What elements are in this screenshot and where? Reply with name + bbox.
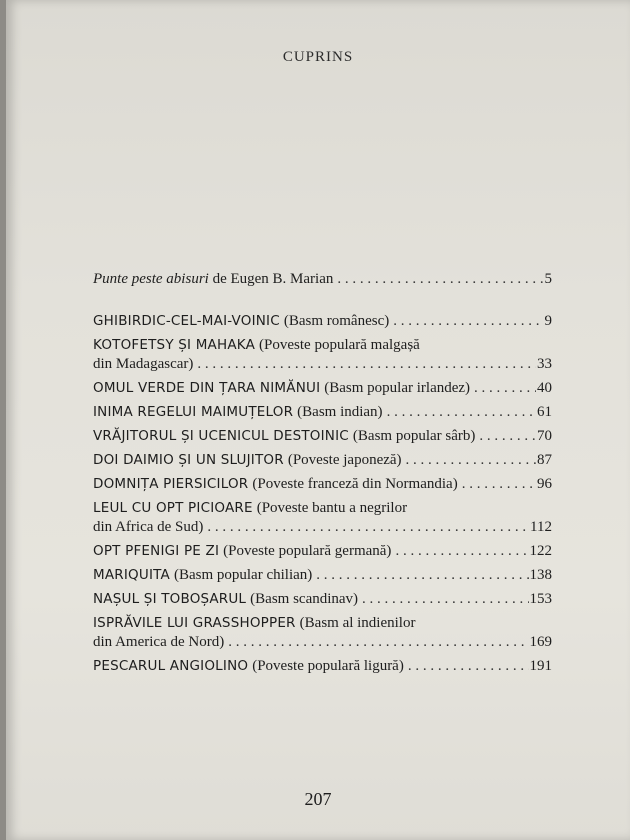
toc-entry-title: KOTOFETSY ȘI MAHAKA <box>93 337 256 353</box>
toc-entry-subtitle-cont: din America de Nord) <box>93 634 225 650</box>
toc-entry-subtitle: (Poveste bantu a negrilor <box>256 500 408 516</box>
leader-dots <box>406 451 536 470</box>
toc-entries <box>93 312 552 676</box>
toc-entry <box>93 403 552 422</box>
toc-page-number: 5 <box>544 271 552 287</box>
leader-dots <box>362 590 528 609</box>
toc-entry-title: DOMNIȚA PIERSICILOR <box>93 476 249 492</box>
toc-entry-title: NAȘUL ȘI TOBOȘARUL <box>93 591 247 607</box>
toc-page-number: 112 <box>530 519 552 535</box>
book-page <box>6 0 630 840</box>
toc-entry-title: PESCARUL ANGIOLINO <box>93 658 249 674</box>
intro-author: de Eugen B. Marian <box>212 271 334 287</box>
leader-dots <box>316 566 528 585</box>
page-title: CUPRINS <box>282 49 354 65</box>
toc-entry-title: OPT PFENIGI PE ZI <box>93 543 220 559</box>
toc-page-number: 70 <box>537 428 552 444</box>
leader-dots <box>395 542 528 561</box>
leader-dots <box>393 312 543 331</box>
toc-entry-subtitle: (Basm popular irlandez) <box>324 380 471 396</box>
toc-entry-subtitle: (Basm românesc) <box>283 313 390 329</box>
toc-entry <box>93 312 552 331</box>
toc-entry <box>93 427 552 446</box>
toc-entry-subtitle-cont: din Madagascar) <box>93 356 194 372</box>
toc-page-number: 191 <box>529 658 552 674</box>
toc-entry <box>93 590 552 609</box>
toc-entry <box>93 336 552 374</box>
toc-entry-title: VRĂJITORUL ȘI UCENICUL DESTOINIC <box>93 428 349 444</box>
intro-title: Punte peste abisuri <box>93 271 209 287</box>
toc-page-number: 138 <box>529 567 552 583</box>
leader-dots <box>474 379 536 398</box>
toc-entry <box>93 451 552 470</box>
toc-entry-subtitle: (Basm popular sârb) <box>352 428 476 444</box>
toc-entry-title: GHIBIRDIC-CEL-MAI-VOINIC <box>93 313 280 329</box>
toc-entry-subtitle: (Poveste franceză din Normandia) <box>252 476 458 492</box>
leader-dots <box>387 403 536 422</box>
toc-entry-title: MARIQUITA <box>93 567 170 583</box>
toc-page-number: 87 <box>537 452 552 468</box>
toc-page-number: 96 <box>537 476 552 492</box>
toc-entry <box>93 614 552 652</box>
leader-dots <box>207 518 529 537</box>
toc-entry-subtitle: (Basm al indienilor <box>299 615 416 631</box>
leader-dots <box>408 657 529 676</box>
toc-entry-title: LEUL CU OPT PICIOARE <box>93 500 253 516</box>
toc-intro-entry <box>93 270 552 289</box>
toc-entry <box>93 499 552 537</box>
leader-dots <box>337 270 543 289</box>
toc-page-number: 122 <box>529 543 552 559</box>
toc-entry-subtitle: (Poveste populară germană) <box>223 543 392 559</box>
toc-page-number: 40 <box>537 380 552 396</box>
toc-entry-subtitle: (Basm indian) <box>297 404 383 420</box>
leader-dots <box>462 475 536 494</box>
toc-entry-title: INIMA REGELUI MAIMUȚELOR <box>93 404 294 420</box>
leader-dots <box>479 427 536 446</box>
page-number: 207 <box>304 789 332 809</box>
toc-entry <box>93 657 552 676</box>
toc-page-number: 169 <box>529 634 552 650</box>
toc-entry <box>93 475 552 494</box>
toc-page-number: 9 <box>544 313 552 329</box>
toc-entry-subtitle: (Basm scandinav) <box>250 591 359 607</box>
leader-dots <box>197 355 536 374</box>
table-of-contents <box>93 270 552 681</box>
toc-entry-subtitle: (Poveste populară ligură) <box>252 658 404 674</box>
toc-page-number: 153 <box>529 591 552 607</box>
toc-entry <box>93 566 552 585</box>
toc-entry-title: OMUL VERDE DIN ȚARA NIMĂNUI <box>93 380 321 396</box>
toc-entry <box>93 542 552 561</box>
toc-entry-title: ISPRĂVILE LUI GRASSHOPPER <box>93 615 296 631</box>
leader-dots <box>228 633 528 652</box>
toc-page-number: 61 <box>537 404 552 420</box>
toc-entry-subtitle: (Poveste japoneză) <box>287 452 402 468</box>
toc-entry-subtitle: (Basm popular chilian) <box>173 567 313 583</box>
toc-page-number: 33 <box>537 356 552 372</box>
toc-entry <box>93 379 552 398</box>
toc-entry-subtitle-cont: din Africa de Sud) <box>93 519 204 535</box>
toc-entry-title: DOI DAIMIO ȘI UN SLUJITOR <box>93 452 284 468</box>
toc-entry-subtitle: (Poveste populară malgașă <box>259 337 420 353</box>
